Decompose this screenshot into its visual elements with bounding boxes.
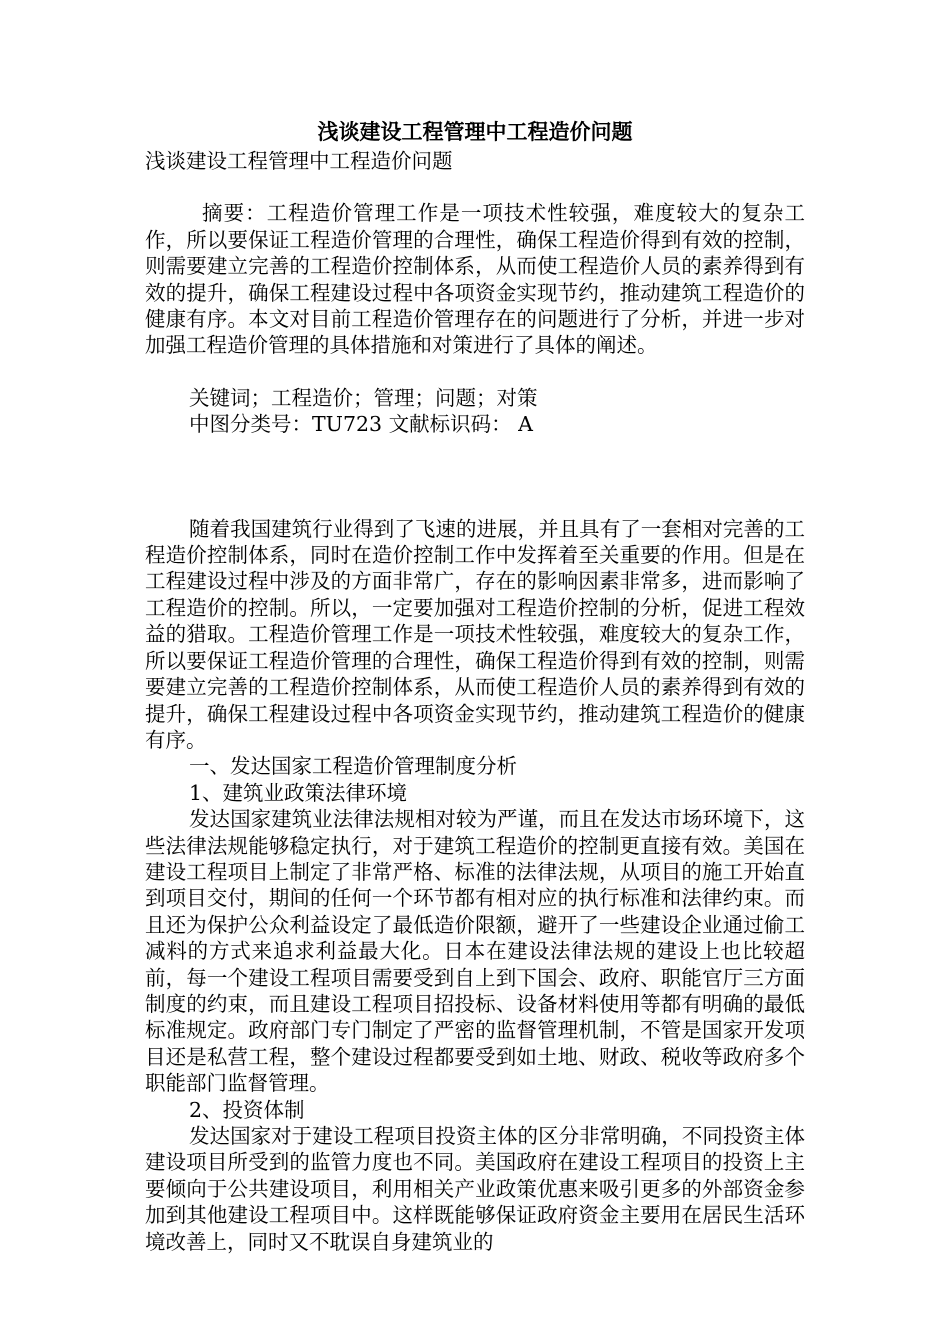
body-paragraph: 发达国家建筑业法律法规相对较为严谨，而且在发达市场环境下，这些法律法规能够稳定执行，对于建筑工程造价的控制更直接有效。美国在建设工程项目上制定了非常严格、标准的法律法规，从项目的施工开始直到项目交付，期间的任何一个环节都有相对应的执行标准和法律约束。而且还为保护公众利益设定了最低造价限额，避开了一些建设企业通过偷工减料的方式来追求利益最大化。日本在建设法律法规的建设上也比较超前，每一个建设工程项目需要受到自上到下国会、政府、职能官厅三方面制度的约束，而且建设工程项目招投标、设备材料使用等都有明确的最低标准规定。政府部门专门制定了严密的监督管理机制，不管是国家开发项目还是私营工程，整个建设过程都要受到如土地、财政、税收等政府多个职能部门监督管理。 (145, 807, 805, 1096)
document-subtitle: 浅谈建设工程管理中工程造价问题 (145, 149, 453, 173)
abstract-paragraph: 摘要：工程造价管理工作是一项技术性较强，难度较大的复杂工作，所以要保证工程造价管理的合理性，确保工程造价得到有效的控制，则需要建立完善的工程造价控制体系，从而使工程造价人员的素养得到有效的提升，确保工程建设过程中各项资金实现节约，推动建筑工程造价的健康有序。本文对目前工程造价管理存在的问题进行了分析，并进一步对加强工程造价管理的具体措施和对策进行了具体的阐述。 (145, 201, 805, 358)
subsection-heading: 1、建筑业政策法律环境 (189, 780, 408, 805)
body-paragraph: 发达国家对于建设工程项目投资主体的区分非常明确，不同投资主体建设项目所受到的监管力度也不同。美国政府在建设工程项目的投资上主要倾向于公共建设项目，利用相关产业政策优惠来吸引更多的外部资金参加到其他建设工程项目中。这样既能够保证政府资金主要用在居民生活环境改善上，同时又不耽误自身建筑业的 (145, 1124, 805, 1254)
intro-paragraph: 随着我国建筑行业得到了飞速的进展，并且具有了一套相对完善的工程造价控制体系，同时在造价控制工作中发挥着至关重要的作用。但是在工程建设过程中涉及的方面非常广，存在的影响因素非常多，进而影响了工程造价的控制。所以，一定要加强对工程造价控制的分析，促进工程效益的猎取。工程造价管理工作是一项技术性较强，难度较大的复杂工作，所以要保证工程造价管理的合理性，确保工程造价得到有效的控制，则需要建立完善的工程造价控制体系，从而使工程造价人员的素养得到有效的提升，确保工程建设过程中各项资金实现节约，推动建筑工程造价的健康有序。 (145, 516, 805, 752)
spacer (145, 438, 805, 516)
document-title: 浅谈建设工程管理中工程造价问题 (317, 119, 633, 144)
classification-line: 中图分类号：TU723 文献标识码： A (189, 412, 533, 437)
keywords-line: 关键词；工程造价；管理；问题；对策 (189, 385, 538, 410)
document-page (145, 118, 805, 1255)
section-heading: 一、发达国家工程造价管理制度分析 (189, 754, 517, 779)
spacer (145, 174, 805, 200)
spacer (145, 359, 805, 385)
subsection-heading: 2、投资体制 (189, 1097, 305, 1122)
